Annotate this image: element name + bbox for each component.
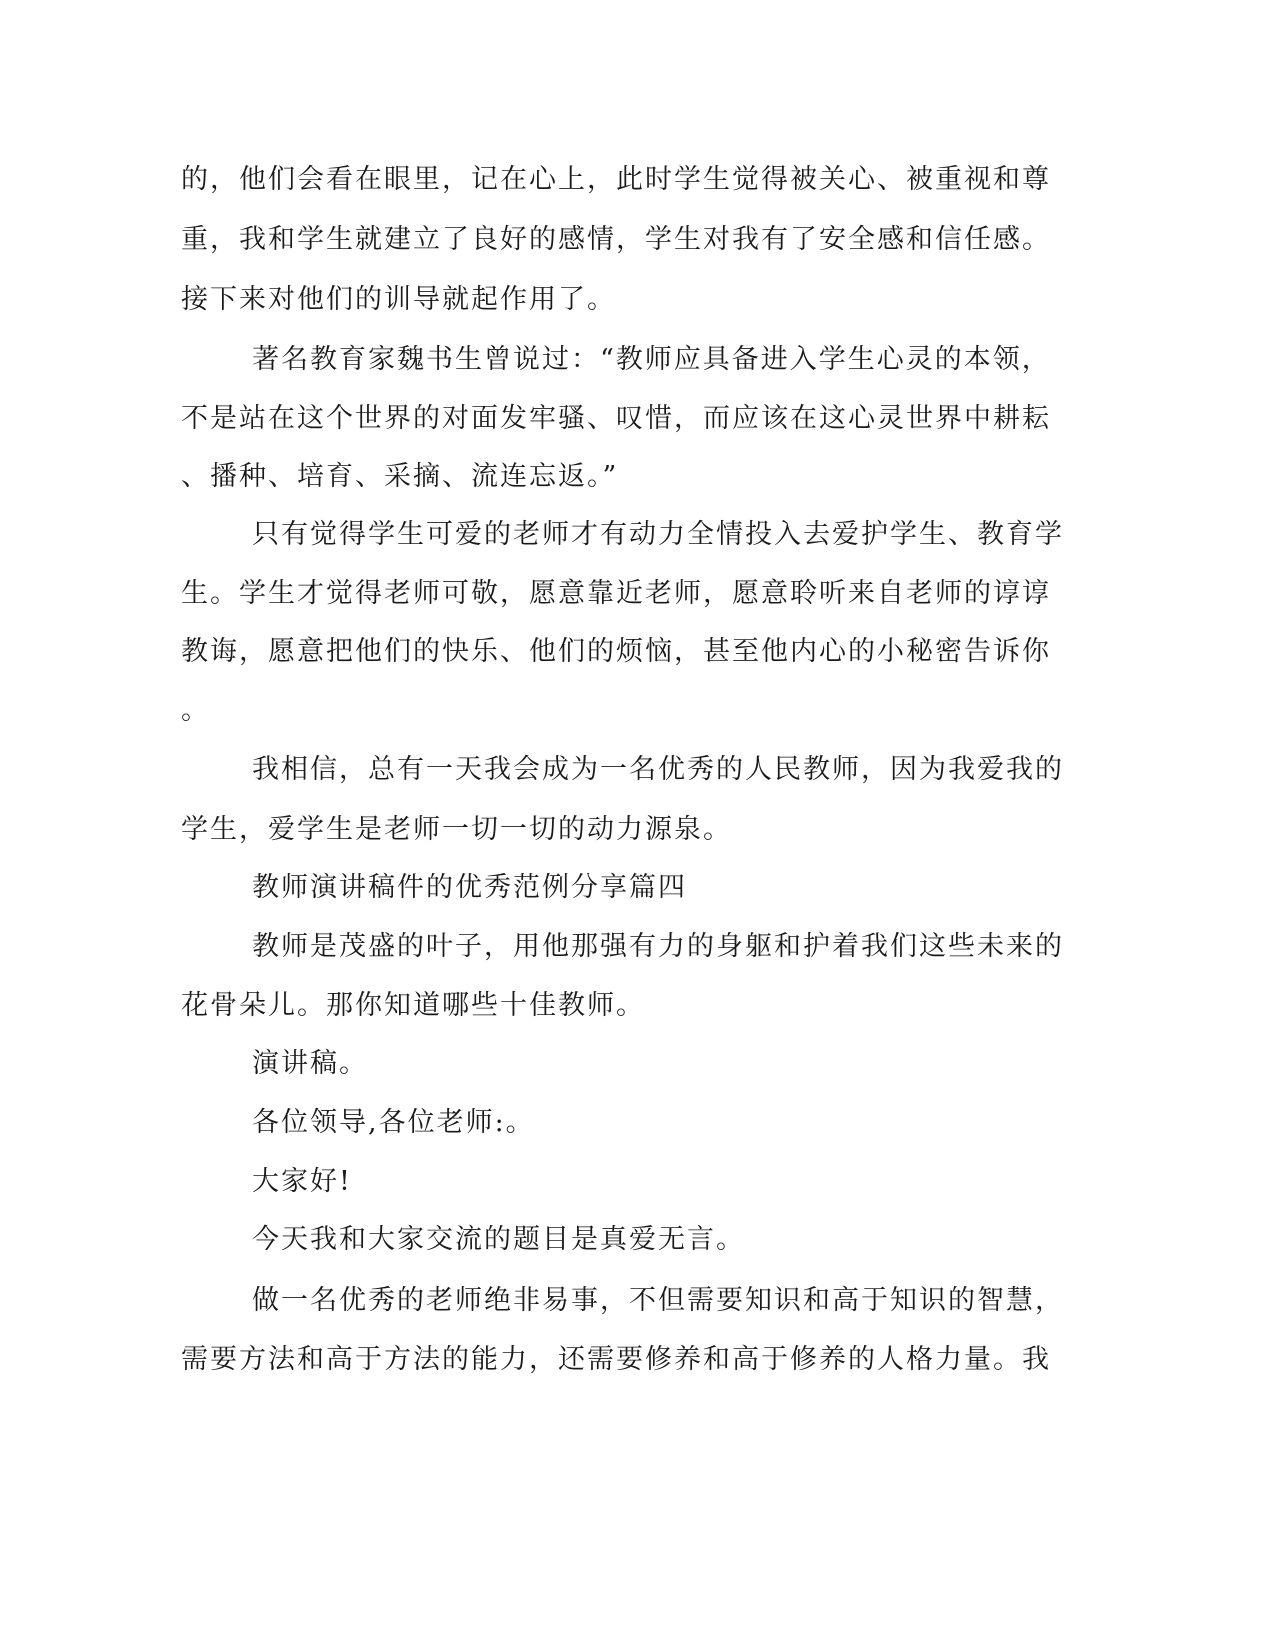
text-line: 著名教育家魏书生曾说过：“教师应具备进入学生心灵的本领， [252, 344, 1051, 375]
text-line: 教诲，愿意把他们的快乐、他们的烦恼，甚至他内心的小秘密告诉你 [181, 636, 1051, 667]
text-line: 我相信，总有一天我会成为一名优秀的人民教师，因为我爱我的 [252, 754, 1064, 785]
text-line: 大家好! [252, 1166, 352, 1197]
text-line: 各位领导,各位老师:。 [252, 1107, 535, 1138]
text-line: 重，我和学生就建立了良好的感情，学生对我有了安全感和信任感。 [181, 224, 1051, 255]
text-line: 的，他们会看在眼里，记在心上，此时学生觉得被关心、被重视和尊 [181, 164, 1051, 195]
text-line: 教师是茂盛的叶子，用他那强有力的身躯和护着我们这些未来的 [252, 931, 1064, 962]
text-line: 演讲稿。 [252, 1048, 368, 1079]
text-line: 。 [181, 695, 210, 726]
text-line: 需要方法和高于方法的能力，还需要修养和高于修养的人格力量。我 [181, 1344, 1051, 1375]
text-line: 接下来对他们的训导就起作用了。 [181, 284, 616, 315]
text-line: 学生，爱学生是老师一切一切的动力源泉。 [181, 814, 732, 845]
text-line: 花骨朵儿。那你知道哪些十佳教师。 [181, 990, 645, 1021]
text-line: 今天我和大家交流的题目是真爱无言。 [252, 1224, 745, 1255]
text-line: 只有觉得学生可爱的老师才有动力全情投入去爱护学生、教育学 [252, 519, 1064, 550]
text-line: 、播种、培育、采摘、流连忘返。” [181, 461, 619, 492]
section-heading: 教师演讲稿件的优秀范例分享篇四 [252, 872, 687, 903]
text-line: 不是站在这个世界的对面发牢骚、叹惜，而应该在这心灵世界中耕耘 [181, 403, 1051, 434]
text-line: 做一名优秀的老师绝非易事，不但需要知识和高于知识的智慧， [252, 1285, 1064, 1316]
text-line: 生。学生才觉得老师可敬，愿意靠近老师，愿意聆听来自老师的谆谆 [181, 578, 1051, 609]
